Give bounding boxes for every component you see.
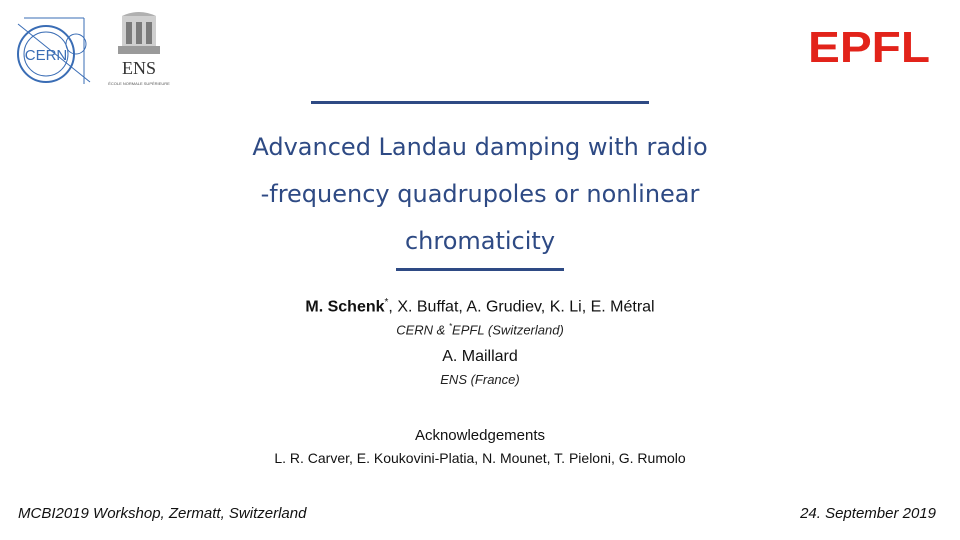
acknowledgements-heading: Acknowledgements bbox=[414, 427, 546, 444]
title-line-1: Advanced Landau damping with radio bbox=[252, 133, 708, 161]
title-line-3: chromaticity bbox=[404, 227, 556, 255]
title-rule-top bbox=[311, 101, 649, 104]
slide-title bbox=[180, 124, 780, 265]
affiliation-mark: * bbox=[448, 322, 453, 331]
second-author: A. Maillard bbox=[442, 348, 518, 365]
title-rule-bottom bbox=[396, 268, 564, 271]
epfl-logo-text: EPFL bbox=[808, 26, 930, 66]
acknowledgements-names: L. R. Carver, E. Koukovini-Platia, N. Mounet, T. Pieloni, G. Rumolo bbox=[274, 450, 686, 466]
ens-logo bbox=[108, 12, 170, 90]
ens-logo-text: ENS bbox=[121, 58, 157, 78]
cern-logo bbox=[14, 14, 94, 90]
epfl-logo bbox=[808, 26, 932, 66]
lead-author: M. Schenk bbox=[305, 298, 385, 316]
cern-logo-text: CERN bbox=[24, 47, 68, 64]
footer-date: 24. September 2019 bbox=[800, 505, 936, 522]
affiliation-rest: EPFL (Switzerland) bbox=[452, 322, 564, 338]
title-line-2: -frequency quadrupoles or nonlinear bbox=[260, 180, 700, 208]
coauthors: , X. Buffat, A. Grudiev, K. Li, E. Métral bbox=[388, 298, 655, 316]
affiliation-prefix: CERN & bbox=[396, 322, 449, 338]
footer-event: MCBI2019 Workshop, Zermatt, Switzerland bbox=[18, 505, 307, 522]
second-affiliation: ENS (France) bbox=[440, 372, 520, 387]
author-list bbox=[180, 297, 780, 316]
affiliation bbox=[180, 322, 780, 337]
lead-author-mark: * bbox=[384, 297, 389, 308]
ens-logo-subtext: ÉCOLE NORMALE SUPÉRIEURE bbox=[108, 81, 170, 86]
